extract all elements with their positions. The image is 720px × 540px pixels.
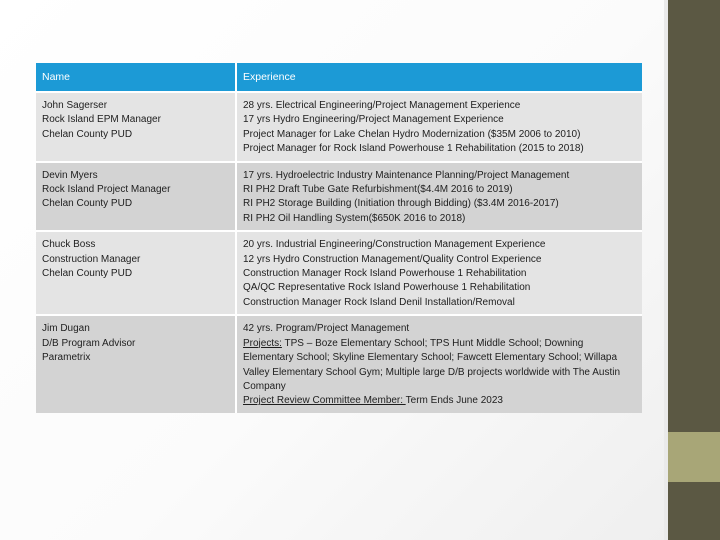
- person-title: Rock Island EPM Manager: [42, 114, 161, 126]
- experience-line: 17 yrs. Hydroelectric Industry Maintenance Planning/Project Management: [243, 169, 570, 181]
- person-org: Parametrix: [42, 352, 91, 364]
- projects-text: TPS – Boze Elementary School; TPS Hunt Middle School; Downing Elementary School; Skyline Elementary School; Fawcett Elementary School; Willapa Valley Elementary School Gym; Multiple large D/B projects worldwide with The Austin Company: [243, 337, 621, 392]
- experience-line: Project Manager for Lake Chelan Hydro Modernization ($35M 2006 to 2010): [243, 128, 581, 140]
- projects-paragraph: [243, 338, 620, 392]
- header-experience: Experience: [236, 63, 642, 92]
- team-table: [36, 63, 642, 413]
- header-name: Name: [36, 63, 236, 92]
- experience-cell: [236, 92, 642, 162]
- person-org: Chelan County PUD: [42, 268, 133, 280]
- experience-line: 12 yrs Hydro Construction Management/Quality Control Experience: [243, 253, 542, 265]
- name-cell: [36, 231, 236, 315]
- person-name: Devin Myers: [42, 169, 98, 181]
- experience-line: 20 yrs. Industrial Engineering/Construction Management Experience: [243, 239, 546, 251]
- person-name: Jim Dugan: [42, 323, 90, 335]
- committee-text: Term Ends June 2023: [405, 395, 503, 407]
- experience-line: RI PH2 Storage Building (Initiation through Bidding) ($3.4M 2016-2017): [243, 198, 559, 210]
- projects-label: Projects:: [243, 337, 282, 349]
- person-org: Chelan County PUD: [42, 128, 133, 140]
- committee-label: Project Review Committee Member:: [243, 395, 406, 407]
- name-cell: [36, 162, 236, 232]
- experience-line: 42 yrs. Program/Project Management: [243, 323, 410, 335]
- person-org: Chelan County PUD: [42, 198, 133, 210]
- experience-line: Project Manager for Rock Island Powerhouse 1 Rehabilitation (2015 to 2018): [243, 143, 584, 155]
- table-row: [36, 92, 642, 162]
- experience-cell: [236, 162, 642, 232]
- experience-line: RI PH2 Oil Handling System($650K 2016 to 2018): [243, 212, 466, 224]
- person-title: Rock Island Project Manager: [42, 184, 171, 196]
- experience-line: Construction Manager Rock Island Denil Installation/Removal: [243, 296, 515, 308]
- experience-cell: [236, 231, 642, 315]
- table-row: [36, 231, 642, 315]
- name-cell: [36, 92, 236, 162]
- experience-line: 28 yrs. Electrical Engineering/Project Management Experience: [243, 100, 521, 111]
- table-row: [36, 315, 642, 412]
- name-cell: [36, 315, 236, 412]
- experience-line: Construction Manager Rock Island Powerhouse 1 Rehabilitation: [243, 268, 527, 280]
- person-title: Construction Manager: [42, 253, 141, 265]
- person-name: John Sagerser: [42, 100, 108, 111]
- person-title: D/B Program Advisor: [42, 337, 136, 349]
- experience-cell: [236, 315, 642, 412]
- experience-line: RI PH2 Draft Tube Gate Refurbishment($4.4M 2016 to 2019): [243, 184, 513, 196]
- experience-line: 17 yrs Hydro Engineering/Project Management Experience: [243, 114, 504, 126]
- committee-line: [243, 394, 636, 408]
- side-accent: [668, 432, 720, 482]
- person-name: Chuck Boss: [42, 239, 96, 251]
- table-row: [36, 162, 642, 232]
- header-row: [36, 63, 642, 92]
- experience-line: QA/QC Representative Rock Island Powerhouse 1 Rehabilitation: [243, 282, 531, 294]
